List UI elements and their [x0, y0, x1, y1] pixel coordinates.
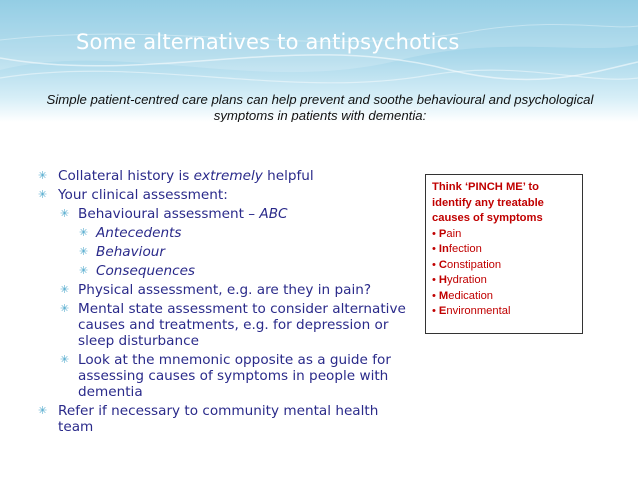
bullet-dot-icon: • — [432, 243, 436, 255]
mnemonic-word: nvironmental — [446, 305, 511, 317]
bullet-item — [30, 403, 410, 435]
asterisk-bullet-icon: ✳ — [38, 188, 48, 201]
mnemonic-heading: Think ‘PINCH ME’ to identify any treatable causes of symptoms — [432, 181, 544, 224]
mnemonic-word: ain — [446, 227, 462, 240]
bullet-text: Look at the mnemonic opposite as a guide for assessing causes of symptoms in people with dementia — [78, 352, 391, 400]
asterisk-bullet-icon: ✳ — [79, 264, 89, 277]
bullet-text: Mental state assessment to consider alternative causes and treatments, e.g. for depression or sleep disturbance — [78, 301, 406, 349]
mnemonic-item — [432, 242, 576, 258]
slide-subtitle: Simple patient-centred care plans can help prevent and soothe behavioural and psychological symptoms in patients with dementia: — [46, 92, 594, 122]
mnemonic-word: edication — [448, 289, 494, 302]
bullet-text: Your clinical assessment: — [58, 187, 228, 203]
mnemonic-letter: P — [438, 227, 447, 240]
bullet-item — [30, 187, 410, 203]
bullet-dot-icon: • — [432, 258, 436, 271]
bullet-dot-icon: • — [432, 227, 436, 240]
bullet-text: helpful — [262, 168, 314, 184]
mnemonic-letter: E — [438, 305, 447, 317]
asterisk-bullet-icon: ✳ — [79, 245, 89, 258]
mnemonic-letter: H — [438, 274, 448, 286]
bullet-text: Collateral history is — [58, 168, 194, 184]
asterisk-bullet-icon: ✳ — [60, 207, 70, 220]
bullet-dot-icon: • — [432, 289, 436, 302]
bullet-item — [30, 168, 410, 184]
mnemonic-word: ydration — [447, 274, 487, 286]
bullet-emphasis: extremely — [193, 168, 263, 184]
bullet-text: Refer if necessary to community mental health team — [58, 403, 379, 435]
bullet-item — [30, 225, 410, 241]
mnemonic-item — [432, 273, 576, 289]
bullet-item — [30, 352, 410, 400]
mnemonic-item — [432, 304, 576, 320]
bullet-text: Physical assessment, e.g. are they in pain? — [78, 282, 372, 298]
mnemonic-item — [432, 289, 576, 305]
asterisk-bullet-icon: ✳ — [60, 283, 70, 296]
bullet-text: Consequences — [96, 263, 196, 279]
asterisk-bullet-icon: ✳ — [38, 169, 48, 182]
mnemonic-letter: M — [438, 289, 449, 302]
bullet-dot-icon: • — [432, 274, 436, 286]
asterisk-bullet-icon: ✳ — [60, 353, 70, 366]
bullet-item — [30, 206, 410, 222]
bullet-dot-icon: • — [432, 305, 436, 317]
bullet-emphasis: ABC — [259, 206, 288, 222]
mnemonic-letter: In — [438, 243, 449, 255]
asterisk-bullet-icon: ✳ — [38, 404, 48, 417]
slide-title: Some alternatives to antipsychotics — [76, 30, 460, 54]
slide-header — [0, 0, 638, 122]
mnemonic-letter: C — [438, 258, 448, 271]
bullet-item — [30, 301, 410, 349]
bullet-text: Antecedents — [96, 225, 182, 241]
bullet-item — [30, 263, 410, 279]
mnemonic-word: onstipation — [447, 258, 502, 271]
bullet-list — [30, 168, 410, 438]
mnemonic-word: fection — [448, 243, 482, 255]
bullet-item — [30, 282, 410, 298]
mnemonic-item — [432, 258, 576, 274]
asterisk-bullet-icon: ✳ — [79, 226, 89, 239]
bullet-text: Behavioural assessment – — [78, 206, 260, 222]
asterisk-bullet-icon: ✳ — [60, 302, 70, 315]
mnemonic-list — [432, 227, 576, 320]
mnemonic-box — [425, 174, 583, 334]
bullet-text: Behaviour — [96, 244, 165, 260]
mnemonic-item — [432, 227, 576, 243]
bullet-item — [30, 244, 410, 260]
